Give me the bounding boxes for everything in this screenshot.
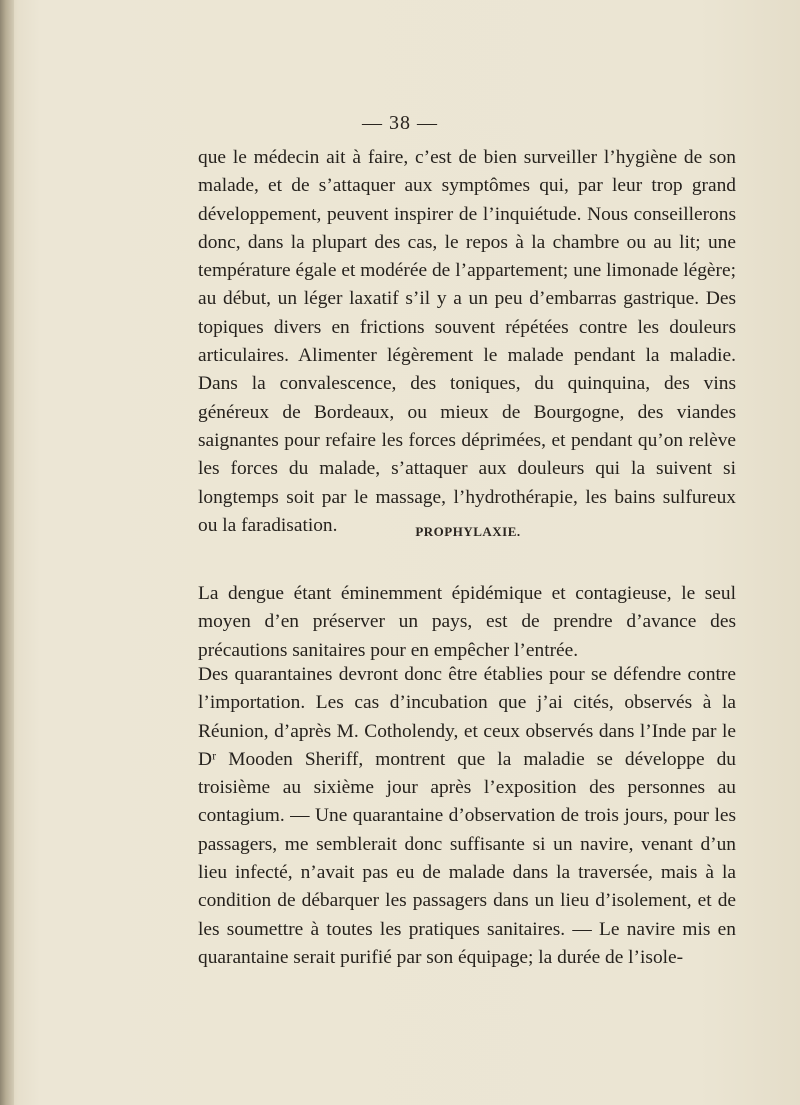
paragraph-text: La dengue étant éminemment épidémique et contagieuse, le seul moyen d’en préserver un pays, est de prendre d’avance des précautions sanitaires pour en empêcher l’entrée. (198, 583, 736, 661)
page-spine-shadow (0, 0, 14, 1105)
paragraph-treatment (198, 144, 736, 540)
paragraph-text: que le médecin ait à faire, c’est de bien surveiller l’hygiène de son malade, et de s’attaquer aux symptômes qui, par leur trop grand développement, peuvent inspirer de l’inquiétude. Nous conseillerons donc, dans la plupart des cas, le repos à la chambre ou au lit; une température égale et modérée de l’appartement; une limonade légère; au début, un léger laxatif s’il y a un peu d’embarras gastrique. Des topiques divers en frictions souvent répétées contre les douleurs articulaires. Alimenter légèrement le malade pendant la maladie. Dans la convalescence, des toniques, du quinquina, des vins généreux de Bordeaux, ou mieux de Bourgogne, des viandes saignantes pour refaire les forces déprimées, et pendant qu’on relève les forces du malade, s’attaquer aux douleurs qui la suivent si longtemps soit par le massage, l’hydrothérapie, les bains sulfureux ou la faradisation. (198, 147, 736, 536)
paragraph-quarantine (198, 661, 736, 972)
paragraph-prophylaxis-intro (198, 580, 736, 665)
paragraph-text: Des quarantaines devront donc être établies pour se défendre contre l’importation. Les cas d’incubation que j’ai cités, observés à la Réunion, d’après M. Cotholendy, et ceux observés dans l’Inde par le Dʳ Mooden Sheriff, montrent que la maladie se développe du troisième au sixième jour après l’exposition des personnes au contagium. — Une quarantaine d’observation de trois jours, pour les passagers, me semblerait donc suffisante si un navire, venant d’un lieu infecté, n’avait pas eu de malade dans la traversée, mais à la condition de débarquer les passagers dans un lieu d’isolement, et de les soumettre à toutes les pratiques sanitaires. — Le navire mis en quarantaine serait purifié par son équipage; la durée de l’isole- (198, 664, 736, 968)
section-heading: PROPHYLAXIE. (415, 524, 521, 539)
page-number: — 38 — (362, 112, 438, 134)
